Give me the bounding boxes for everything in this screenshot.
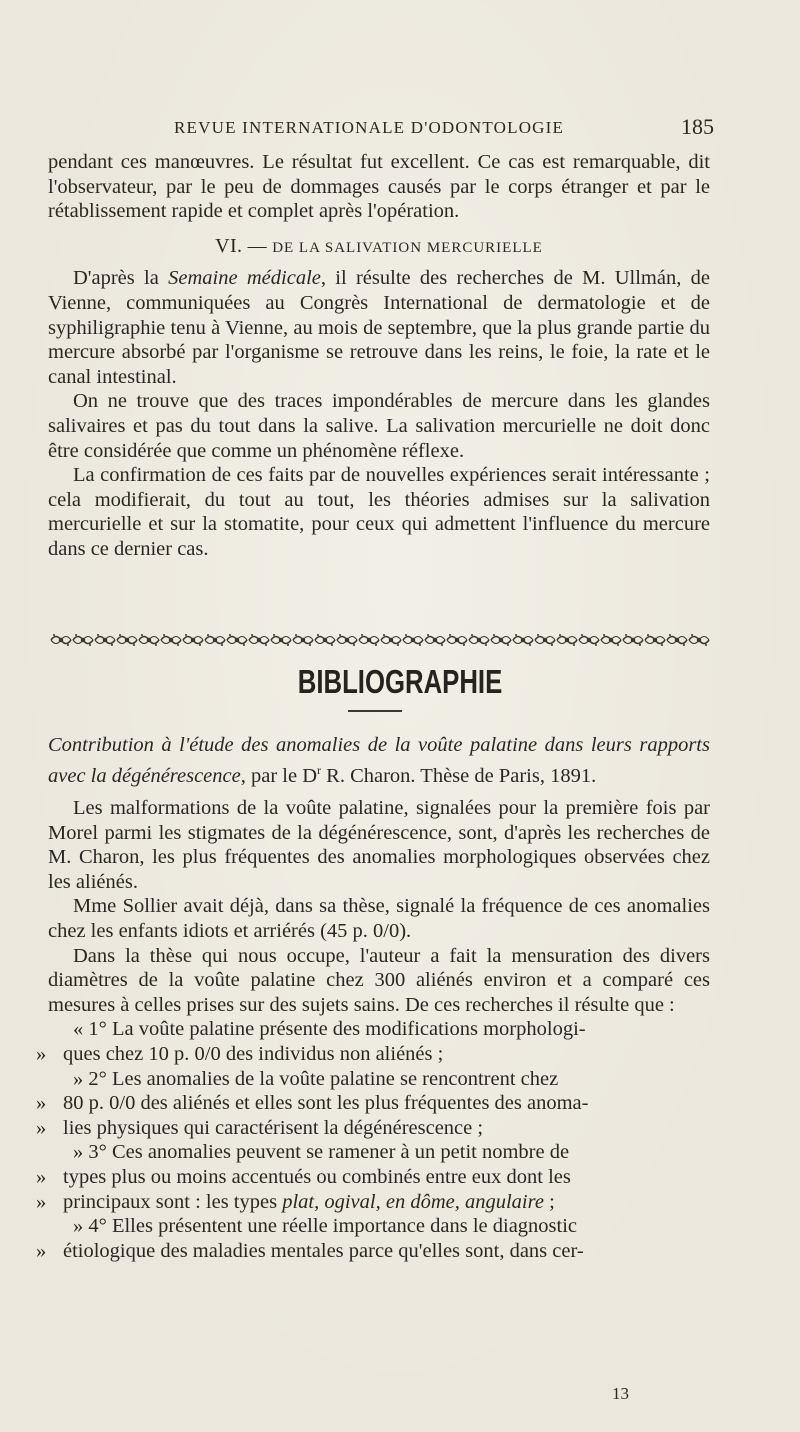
quote-line: » 4° Elles présentent une réelle importance dans le diagnostic xyxy=(73,1215,578,1238)
quote-line: » lies physiques qui caractérisent la dégénérescence ; xyxy=(36,1116,484,1139)
section-vi-heading xyxy=(48,234,710,261)
quote-line: » étiologique des maladies mentales parce qu'elles sont, dans cer- xyxy=(36,1239,584,1262)
bibliography-block xyxy=(36,733,710,1263)
upper-text-block xyxy=(48,150,710,562)
quote-line: » principaux sont : les types plat, ogival, en dôme, angulaire ; xyxy=(36,1190,555,1213)
section-title: DE LA SALIVATION MERCURIELLE xyxy=(272,239,543,256)
salivation-paragraph-1: D'après la Semaine médicale, il résulte des recherches de M. Ullmán, de Vienne, communiquées au Congrès International de dermatologie et de syphiligraphie tenu à Vienne, au mois de septembre, que la plus grande partie du mercure absorbé par l'organisme se retrouve dans les reins, le foie, la rate et le canal intestinal. xyxy=(48,267,710,388)
section-number: VI. xyxy=(215,234,243,257)
review-paragraph-3: Dans la thèse qui nous occupe, l'auteur a fait la mensuration des divers diamètres de la voûte palatine chez 300 aliénés environ et a comparé ces mesures à celles prises sur des sujets sains. De ces recherches il résulte que : xyxy=(48,944,710,1016)
quote-line: « 1° La voûte palatine présente des modifications morphologi- xyxy=(73,1018,586,1041)
running-title: REVUE INTERNATIONALE D'ODONTOLOGIE xyxy=(174,118,565,137)
page-number: 185 xyxy=(681,114,714,139)
quote-line: » 2° Les anomalies de la voûte palatine se rencontrent chez xyxy=(73,1067,559,1090)
palate-types: plat, ogival, en dôme, angulaire xyxy=(282,1190,544,1213)
quote-line: » types plus ou moins accentués ou combinés entre eux dont les xyxy=(36,1165,571,1188)
continued-paragraph: pendant ces manœuvres. Le résultat fut excellent. Ce cas est remarquable, dit l'observateur, par le peu de dommages causés par le corps étranger et par le rétablissement rapide et complet après l'opération. xyxy=(48,151,710,223)
salivation-paragraph-2: On ne trouve que des traces impondérables de mercure dans les glandes salivaires et pas du tout dans la salive. La salivation mercurielle ne doit donc être considérée que comme un phénomène réflexe. xyxy=(48,390,710,462)
heading-rule xyxy=(348,710,402,712)
salivation-paragraph-3: La confirmation de ces faits par de nouvelles expériences serait intéressante ; cela modifierait, du tout au tout, les théories admises sur la salivation mercurielle et sur la stomatite, pour ceux qui admettent l'influence du mercure dans ce dernier cas. xyxy=(48,464,710,560)
section-dash: — xyxy=(247,235,268,257)
quote-line: » 80 p. 0/0 des aliénés et elles sont les plus fréquentes des anoma- xyxy=(36,1092,589,1115)
review-paragraph-2: Mme Sollier avait déjà, dans sa thèse, signalé la fréquence de ces anomalies chez les enfants idiots et arriérés (45 p. 0/0). xyxy=(48,895,710,942)
running-head xyxy=(174,114,714,144)
work-title: Contribution à l'étude des anomalies de la voûte palatine dans leurs rapports avec la dégénérescence xyxy=(48,734,710,787)
ornamental-divider xyxy=(50,632,710,648)
quote-line: » ques chez 10 p. 0/0 des individus non aliénés ; xyxy=(36,1042,444,1065)
bibliographic-reference: Contribution à l'étude des anomalies de la voûte palatine dans leurs rapports avec la dégénérescence, par le $D^r$ R. Charon. Thèse de Paris, 1891. xyxy=(48,734,710,787)
quote-line: » 3° Ces anomalies peuvent se ramener à un petit nombre de xyxy=(73,1141,570,1164)
journal-title: Semaine médicale xyxy=(168,267,321,290)
bibliography-heading: BIBLIOGRAPHIE xyxy=(297,663,503,700)
review-paragraph-1: Les malformations de la voûte palatine, signalées pour la première fois par Morel parmi les stigmates de la dégénérescence, sont, d'après les recherches de M. Charon, les plus fréquentes des anomalies morphologiques observées chez les aliénés. xyxy=(48,797,710,893)
folio-signature: 13 xyxy=(612,1384,629,1403)
